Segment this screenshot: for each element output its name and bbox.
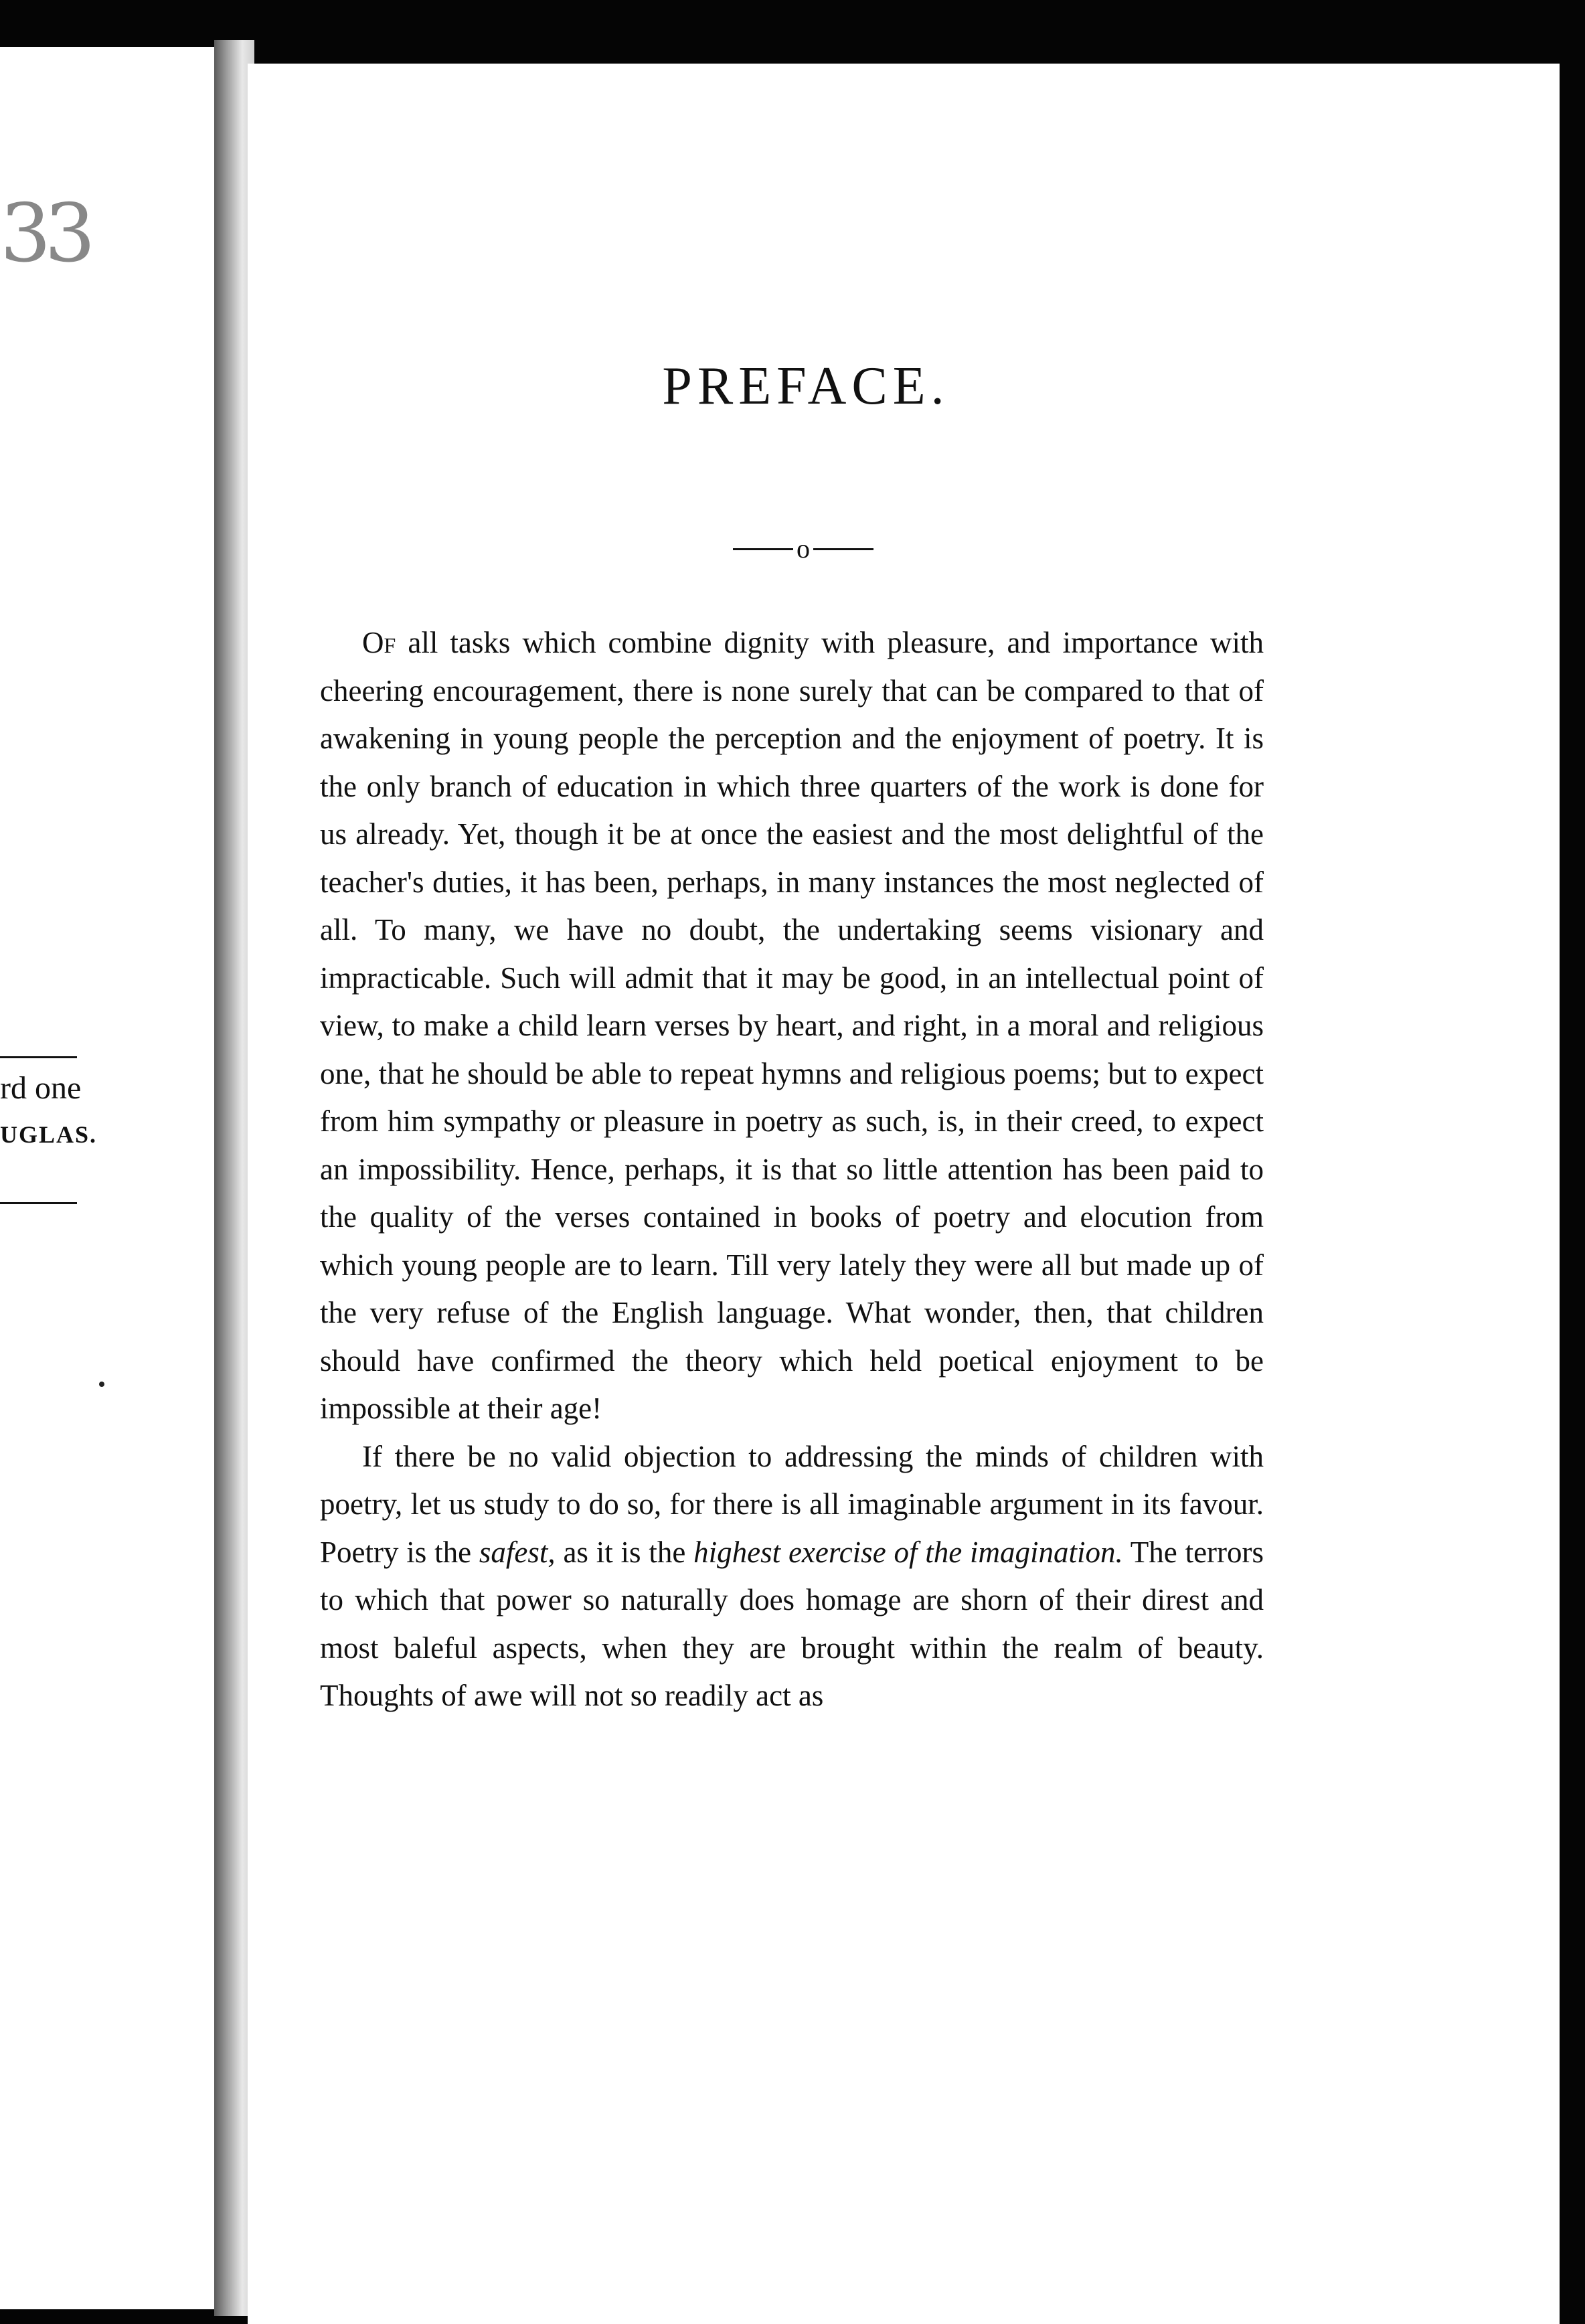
paragraph-2 [320,1433,1264,1720]
paragraph-2-text-a: If there be no valid objection to addressing the minds of children with poetry, let us study to do so, for there is all imaginable argument in its favour. Poetry is the [320,1439,1264,1569]
paragraph-2-emphasis-2: highest exercise of the imagination. [693,1535,1123,1569]
left-fragment-line-2: UGLAS. [0,1121,98,1148]
title-ornament: o [733,535,873,562]
paragraph-1 [320,619,1264,1433]
paragraph-2-emphasis-1: safest, [479,1535,556,1569]
paragraph-2-text-c: The terrors to which that power so naturally does homage are shorn of their direst and most baleful aspects, when they are brought within the realm of beauty. Thoughts of awe will not so readily act as [320,1535,1264,1712]
left-rule-bottom [0,1202,77,1204]
left-rule-top [0,1056,77,1058]
speck-mark [99,1382,104,1387]
margin-number: 33 [0,187,89,280]
paragraph-1-text: all tasks which combine dignity with pleasure, and importance with cheering encouragement, there is none surely that can be compared to that of awakening in young people the perception and the enjoyment of poetry. It is the only branch of education in which three quarters of the work is done for us already. Yet, though it be at once the easiest and the most delightful of the teacher's duties, it has been, perhaps, in many instances the most neglected of all. To many, we have no doubt, the undertaking seems visionary and impracticable. Such will admit that it may be good, in an intellectual point of view, to make a child learn verses by heart, and right, in a moral and religious one, that he should be able to repeat hymns and religious poems; but to expect from him sympathy or pleasure in poetry as such, is, in their creed, to expect an impossibility. Hence, perhaps, it is that so little attention has been paid to the quality of the verses contained in books of poetry and elocution from which young people are to learn. Till very lately they were all but made up of the very refuse of the English language. What wonder, then, that children should have confirmed the theory which held poetical enjoyment to be impossible at their age! [320,626,1264,1425]
paragraph-2-text-b: as it is the [555,1535,694,1569]
page-title: PREFACE. [662,357,950,416]
preface-body [320,619,1264,1720]
paragraph-1-opening: Of [362,626,396,659]
left-fragment-line-1: rd one [0,1070,82,1106]
